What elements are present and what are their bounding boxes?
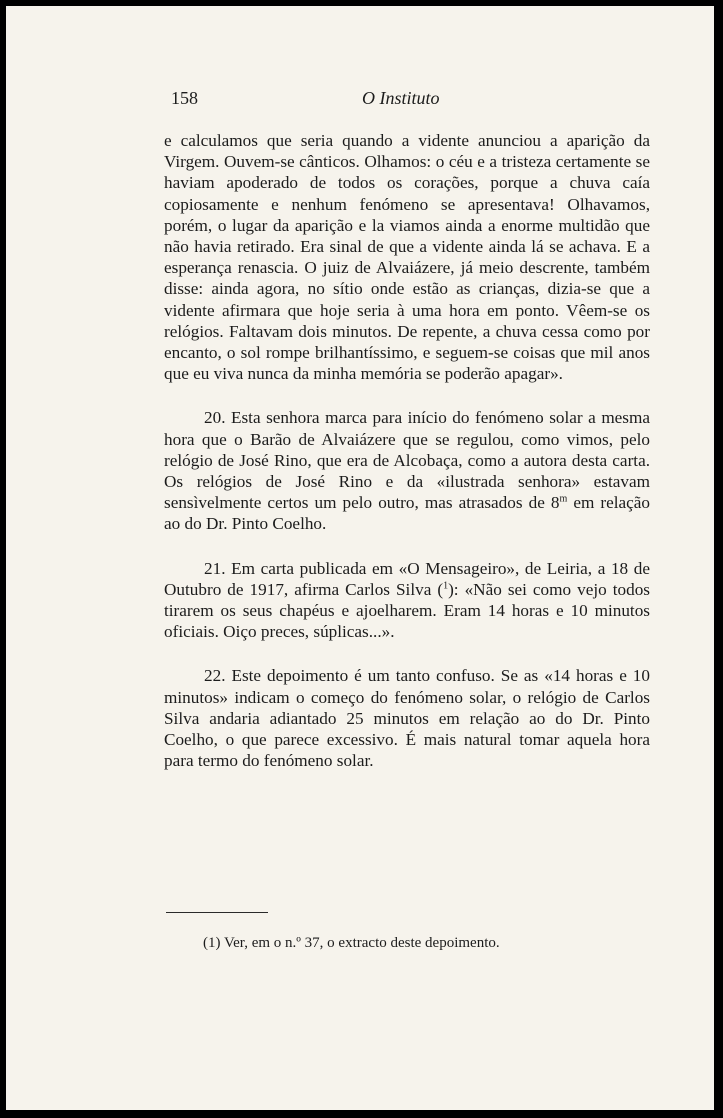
paragraph-22: 22. Este depoimento é um tanto confuso. Se as «14 horas e 10 minutos» indicam o começo do fenómeno solar, o relógio de Carlos Silva andaria adiantado 25 minutos em relação ao do Dr. Pinto Coelho, o que parece excessivo. É mais natural tomar aquela hora para termo do fenómeno solar. — [164, 666, 650, 771]
paragraph-20-text-a: 20. Esta senhora marca para início do fenómeno solar a mesma hora que o Barão de Alvaiázere que se regulou, como vimos, pelo relógio de José Rino, que era de Alcobaça, como a autora desta carta. Os relógios de José Rino e da «ilustrada senhora» estavam sensìvelmente certos um pelo outro, mas atrasados de 8 — [164, 408, 650, 513]
page-header — [6, 88, 714, 114]
page-number: 158 — [171, 88, 198, 108]
paragraph-21 — [164, 558, 650, 643]
paragraph-continuation: e calculamos que seria quando a vidente anunciou a aparição da Virgem. Ouvem-se cânticos. Olhamos: o céu e a tristeza certamente se haviam apoderado de todos os corações, porque a chuva caía copiosamente e nenhum fenómeno se apresentava! Olhavamos, porém, o lugar da aparição e la viamos ainda a enorme multidão que não havia retirado. Era sinal de que a vidente ainda lá se achava. E a esperança renascia. O juiz de Alvaiázere, já meio descrente, também disse: ainda agora, no sítio onde estão as crianças, dizia-se que a vidente afirmara que hoje seria à uma hora em ponto. Vêem-se os relógios. Faltavam dois minutos. De repente, a chuva cessa como por encanto, o sol rompe brilhantíssimo, e seguem-se coisas que mil anos que eu viva nunca da minha memória se poderão apagar». — [164, 131, 650, 384]
footnote-reference: 1 — [443, 580, 449, 592]
footnote-marker: (1) — [203, 935, 221, 951]
paragraph-20-text-b: em relação ao do Dr. Pinto Coelho. — [164, 493, 650, 534]
running-title: O Instituto — [362, 88, 440, 108]
footnote-text: Ver, em o n.º 37, o extracto deste depoimento. — [223, 935, 500, 951]
paragraph-20 — [164, 407, 650, 534]
paragraph-21-text-b: ): «Não sei como vejo todos tirarem os seus chapéus e ajoelharem. Eram 14 horas e 10 minutos oficiais. Oiço preces, súplicas...». — [164, 579, 650, 642]
footnote-divider — [166, 912, 268, 913]
body-text — [164, 130, 650, 771]
minutes-superscript: m — [559, 493, 568, 505]
footnote — [203, 934, 653, 953]
paragraph-21-text-a: 21. Em carta publicada em «O Mensageiro», de Leiria, a 18 de Outubro de 1917, afirma Carlos Silva ( — [164, 558, 650, 599]
book-page — [6, 6, 714, 1110]
